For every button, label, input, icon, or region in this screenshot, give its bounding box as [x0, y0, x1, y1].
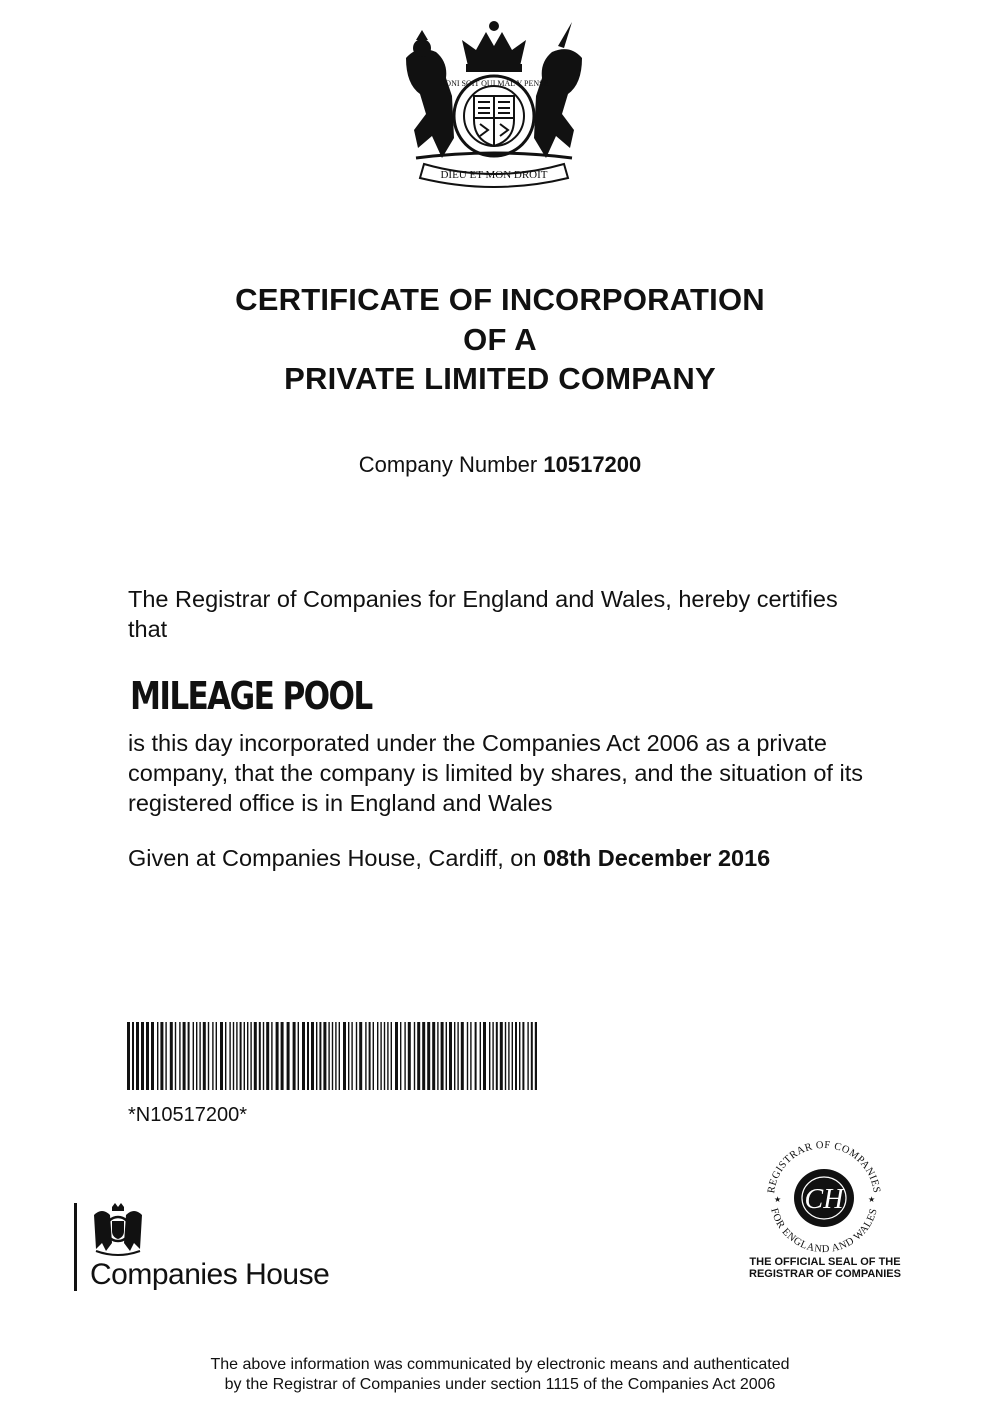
barcode-bar — [247, 1022, 248, 1090]
given-prefix: Given at Companies House, Cardiff, on — [128, 845, 537, 871]
barcode-bar — [384, 1022, 385, 1090]
company-name: MILEAGE POOL — [130, 674, 372, 718]
barcode-bar — [208, 1022, 209, 1090]
barcode-bar — [170, 1022, 173, 1090]
barcode-bar — [271, 1022, 272, 1090]
barcode-bar — [505, 1022, 506, 1090]
barcode-bar — [457, 1022, 458, 1090]
barcode-bar — [146, 1022, 149, 1090]
crest-motto: DIEU ET MON DROIT — [440, 169, 548, 181]
barcode-bar — [293, 1022, 296, 1090]
barcode-bar — [307, 1022, 309, 1090]
barcode-bar — [316, 1022, 317, 1090]
barcode-bar — [348, 1022, 349, 1090]
barcode-bar — [328, 1022, 329, 1090]
company-number-label: Company Number — [358, 452, 538, 477]
barcode-bar — [311, 1022, 314, 1090]
barcode-bar — [404, 1022, 405, 1090]
barcode-bar — [160, 1022, 163, 1090]
barcode-bar — [369, 1022, 371, 1090]
barcode-bar — [165, 1022, 166, 1090]
barcode-bar — [203, 1022, 206, 1090]
incorporation-statement-line-1: is this day incorporated under the Companies Act 2006 as a private — [128, 730, 827, 756]
barcode-bar — [136, 1022, 139, 1090]
barcode-bar — [332, 1022, 333, 1090]
barcode-bar — [492, 1022, 493, 1090]
seal-monogram: CH — [804, 1184, 844, 1215]
certificate-title-line-2: OF A — [463, 322, 537, 357]
barcode-bar — [461, 1022, 464, 1090]
footer-line-2: by the Registrar of Companies under section 1115 of the Companies Act 2006 — [224, 1376, 776, 1393]
barcode-bar — [395, 1022, 398, 1090]
seal-ring-top: REGISTRAR OF COMPANIES — [766, 1139, 882, 1195]
barcode-bar — [475, 1022, 477, 1090]
barcode-bar — [157, 1022, 158, 1090]
barcode-bar — [508, 1022, 509, 1090]
barcode-bar — [179, 1022, 180, 1090]
barcode-bar — [427, 1022, 430, 1090]
registrar-statement-line-1: The Registrar of Companies for England and Wales, hereby certifies — [128, 586, 838, 612]
barcode-bar — [263, 1022, 264, 1090]
given-date: 08th December 2016 — [542, 845, 771, 871]
barcode-bar — [193, 1022, 194, 1090]
barcode-bar — [531, 1022, 533, 1090]
barcode-bar — [259, 1022, 261, 1090]
barcode-bar — [496, 1022, 498, 1090]
barcode-bar — [489, 1022, 490, 1090]
barcode-bar — [359, 1022, 362, 1090]
company-number — [0, 452, 1000, 478]
incorporation-statement — [128, 728, 948, 818]
barcode-bar — [380, 1022, 381, 1090]
companies-house-logo-text: Companies House — [90, 1258, 330, 1291]
incorporation-statement-line-3: registered office is in England and Wales — [128, 790, 553, 816]
barcode-bar — [408, 1022, 411, 1090]
barcode-bar — [422, 1022, 425, 1090]
barcode-bar — [127, 1022, 130, 1090]
certificate-title-line-1: CERTIFICATE OF INCORPORATION — [235, 282, 765, 317]
seal-caption — [730, 1256, 920, 1280]
barcode-bar — [188, 1022, 190, 1090]
official-seal — [756, 1136, 892, 1256]
barcode-bar — [236, 1022, 237, 1090]
barcode-bar — [183, 1022, 186, 1090]
registrar-statement-line-2: that — [128, 616, 168, 642]
barcode-bar — [220, 1022, 223, 1090]
barcode-bar — [323, 1022, 326, 1090]
barcode-bar — [141, 1022, 144, 1090]
barcode-bar — [281, 1022, 284, 1090]
company-number-value: 10517200 — [543, 452, 642, 477]
barcode-bar — [414, 1022, 415, 1090]
barcode-bar — [335, 1022, 336, 1090]
svg-text:★: ★ — [774, 1195, 782, 1204]
barcode-bar — [276, 1022, 279, 1090]
barcode-bar — [212, 1022, 213, 1090]
barcode-bar — [266, 1022, 269, 1090]
barcode-bar — [470, 1022, 471, 1090]
incorporation-statement-line-2: company, that the company is limited by shares, and the situation of its — [128, 760, 863, 786]
barcode-bar — [250, 1022, 251, 1090]
barcode-bar — [351, 1022, 352, 1090]
barcode-bar — [244, 1022, 245, 1090]
barcode-bar — [441, 1022, 444, 1090]
barcode-bar — [500, 1022, 503, 1090]
barcode-bar — [343, 1022, 346, 1090]
barcode-bar — [199, 1022, 200, 1090]
barcode-bar — [373, 1022, 374, 1090]
barcode-bar — [377, 1022, 378, 1090]
barcode-bar — [287, 1022, 290, 1090]
barcode-bar — [480, 1022, 481, 1090]
seal-ring-bottom: FOR ENGLAND AND WALES — [768, 1207, 880, 1256]
barcode-bar — [216, 1022, 217, 1090]
crest-garter: HONI SOIT QUI MAL Y PENSE — [439, 79, 549, 88]
barcode-bar — [522, 1022, 524, 1090]
barcode-bar — [432, 1022, 435, 1090]
registrar-statement — [128, 584, 948, 644]
seal-caption-line-2: REGISTRAR OF COMPANIES — [749, 1268, 901, 1280]
footer-line-1: The above information was communicated by electronic means and authenticated — [210, 1356, 790, 1373]
barcode-bar — [298, 1022, 299, 1090]
barcode-bar — [446, 1022, 447, 1090]
barcode-bar — [254, 1022, 257, 1090]
barcode-bar — [467, 1022, 468, 1090]
barcode-bar — [302, 1022, 305, 1090]
barcode-bar — [319, 1022, 321, 1090]
barcode-bar — [175, 1022, 176, 1090]
barcode-bar — [512, 1022, 513, 1090]
barcode-bar — [339, 1022, 340, 1090]
footer-note — [0, 1355, 1000, 1395]
barcode-bar — [391, 1022, 392, 1090]
barcode-bar — [387, 1022, 388, 1090]
barcode-bar — [365, 1022, 366, 1090]
certificate-title-line-3: PRIVATE LIMITED COMPANY — [284, 361, 716, 396]
royal-coat-of-arms-icon — [396, 18, 592, 188]
barcode-bar — [196, 1022, 197, 1090]
barcode-bar — [519, 1022, 520, 1090]
barcode-bar — [229, 1022, 230, 1090]
barcode-bar — [515, 1022, 517, 1090]
barcode-bar — [527, 1022, 528, 1090]
barcode-text: *N10517200* — [128, 1104, 247, 1126]
given-statement — [128, 843, 948, 873]
barcode-bar — [356, 1022, 357, 1090]
barcode-bar — [400, 1022, 401, 1090]
barcode-bar — [225, 1022, 226, 1090]
svg-text:★: ★ — [868, 1195, 876, 1204]
barcode-bar — [454, 1022, 455, 1090]
barcode-bar — [417, 1022, 420, 1090]
barcode — [127, 1022, 537, 1090]
barcode-bar — [483, 1022, 486, 1090]
barcode-bar — [233, 1022, 234, 1090]
seal-caption-line-1: THE OFFICIAL SEAL OF THE — [749, 1256, 901, 1268]
barcode-bar — [449, 1022, 452, 1090]
barcode-bar — [240, 1022, 242, 1090]
barcode-bar — [437, 1022, 438, 1090]
barcode-bar — [535, 1022, 537, 1090]
barcode-bar — [151, 1022, 154, 1090]
barcode-bar — [132, 1022, 134, 1090]
companies-house-logo — [74, 1203, 374, 1303]
